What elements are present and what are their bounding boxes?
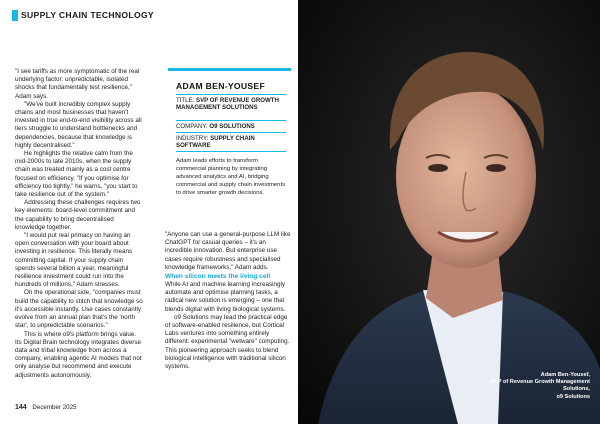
caption-company: o9 Solutions (556, 393, 590, 400)
paragraph: "I see tariffs as more symptomatic of the real underlying factor: unpredictable, isolated shocks that fundamentally test resilience," Adam says. (15, 68, 140, 100)
subheading: When silicon meets the living cell (165, 273, 271, 281)
profile-name: ADAM BEN-YOUSEF (176, 81, 266, 91)
issue-date: December 2025 (32, 404, 77, 411)
profile-title-value: SVP OF REVENUE GROWTH MANAGEMENT SOLUTIONS (176, 97, 279, 112)
paragraph: "I would put real primacy on having an open conversation with your board about investing in resilience. This literally means committing capital. If your supply chain spends several billion a year, meaningful resilience investment could run into the hundreds of millions," Adam stresses. (15, 232, 133, 289)
section-title: SUPPLY CHAIN TECHNOLOGY (21, 10, 154, 20)
section-accent-bar (12, 10, 18, 21)
divider (176, 151, 286, 152)
paragraph: He highlights the relative calm from the mid-2000s to late 2010s, when the supply chain was treated mainly as a cost centre focused on efficiency. "If you optimise for efficiency too tightly," he warns, "you start to take resilience out of the system." (15, 150, 138, 199)
portrait-photo (298, 0, 600, 424)
paragraph: On the operational side, "companies must build the capability to stitch that knowledge so it's accessible instantly. Use cases constantly evolve from an annual plan that's the 'north star', to unpredictable scenarios." (15, 289, 143, 330)
profile-title-label: TITLE: (176, 97, 195, 104)
profile-company-row (176, 123, 288, 130)
caption-role: SVP of Revenue Growth Management Solutions, (490, 379, 590, 393)
divider (176, 94, 286, 95)
paragraph: This is where o9's platform brings value. Its Digital Brain technology integrates diverse data and tribal knowledge from across a company, enabling agentic AI models that not only analyse but recommend and execute adjustments autonomously. (15, 330, 142, 379)
paragraph: o9 Solutions may lead the practical edge of software-enabled resilience, but Cortical Labs ventures into something entirely different: experimental "wetware" computing. This pioneering approach seeks to blend biological intelligence with traditional silicon systems. (165, 313, 290, 371)
page-footer (15, 404, 76, 411)
paragraph: "Anyone can use a general-purpose LLM like ChatGPT for casual queries – it's an incredible innovation. But enterprise use cases require robustness and specialised knowledge frameworks," Adam adds. (165, 231, 291, 271)
photo-caption (470, 372, 590, 401)
paragraph: While AI and machine learning increasingly automate and optimise planning tasks, a radical new solution is emerging – one that blends digital with living biological systems. (165, 281, 286, 313)
profile-company-value: O9 SOLUTIONS (209, 123, 255, 130)
profile-industry-row (176, 135, 288, 150)
divider (176, 120, 286, 121)
paragraph: "We've built incredibly complex supply chains and most businesses that haven't invested in true end-to-end visibility across all tiers struggle to understand bottlenecks and dependencies, because that knowledge is highly decentralised." (15, 100, 142, 149)
profile-title-row (176, 97, 288, 112)
profile-box (168, 68, 291, 207)
page-number: 144 (15, 404, 27, 411)
portrait-illustration (298, 0, 600, 424)
profile-company-label: COMPANY: (176, 123, 208, 130)
paragraph: Addressing these challenges requires two key elements: board-level commitment and the capability to bring decentralised knowledge together. (15, 199, 141, 231)
divider (176, 132, 286, 133)
article-column-1 (15, 68, 143, 380)
profile-industry-label: INDUSTRY: (176, 135, 209, 142)
profile-description: Adam leads efforts to transform commercial planning by integrating advanced analytics and AI, bridging commercial and supply chain investments to drive smarter growth decisions. (176, 158, 286, 196)
caption-name: Adam Ben-Yousef, (540, 372, 590, 378)
profile-industry-value: SUPPLY CHAIN SOFTWARE (176, 135, 255, 150)
article-column-2 (165, 231, 291, 371)
